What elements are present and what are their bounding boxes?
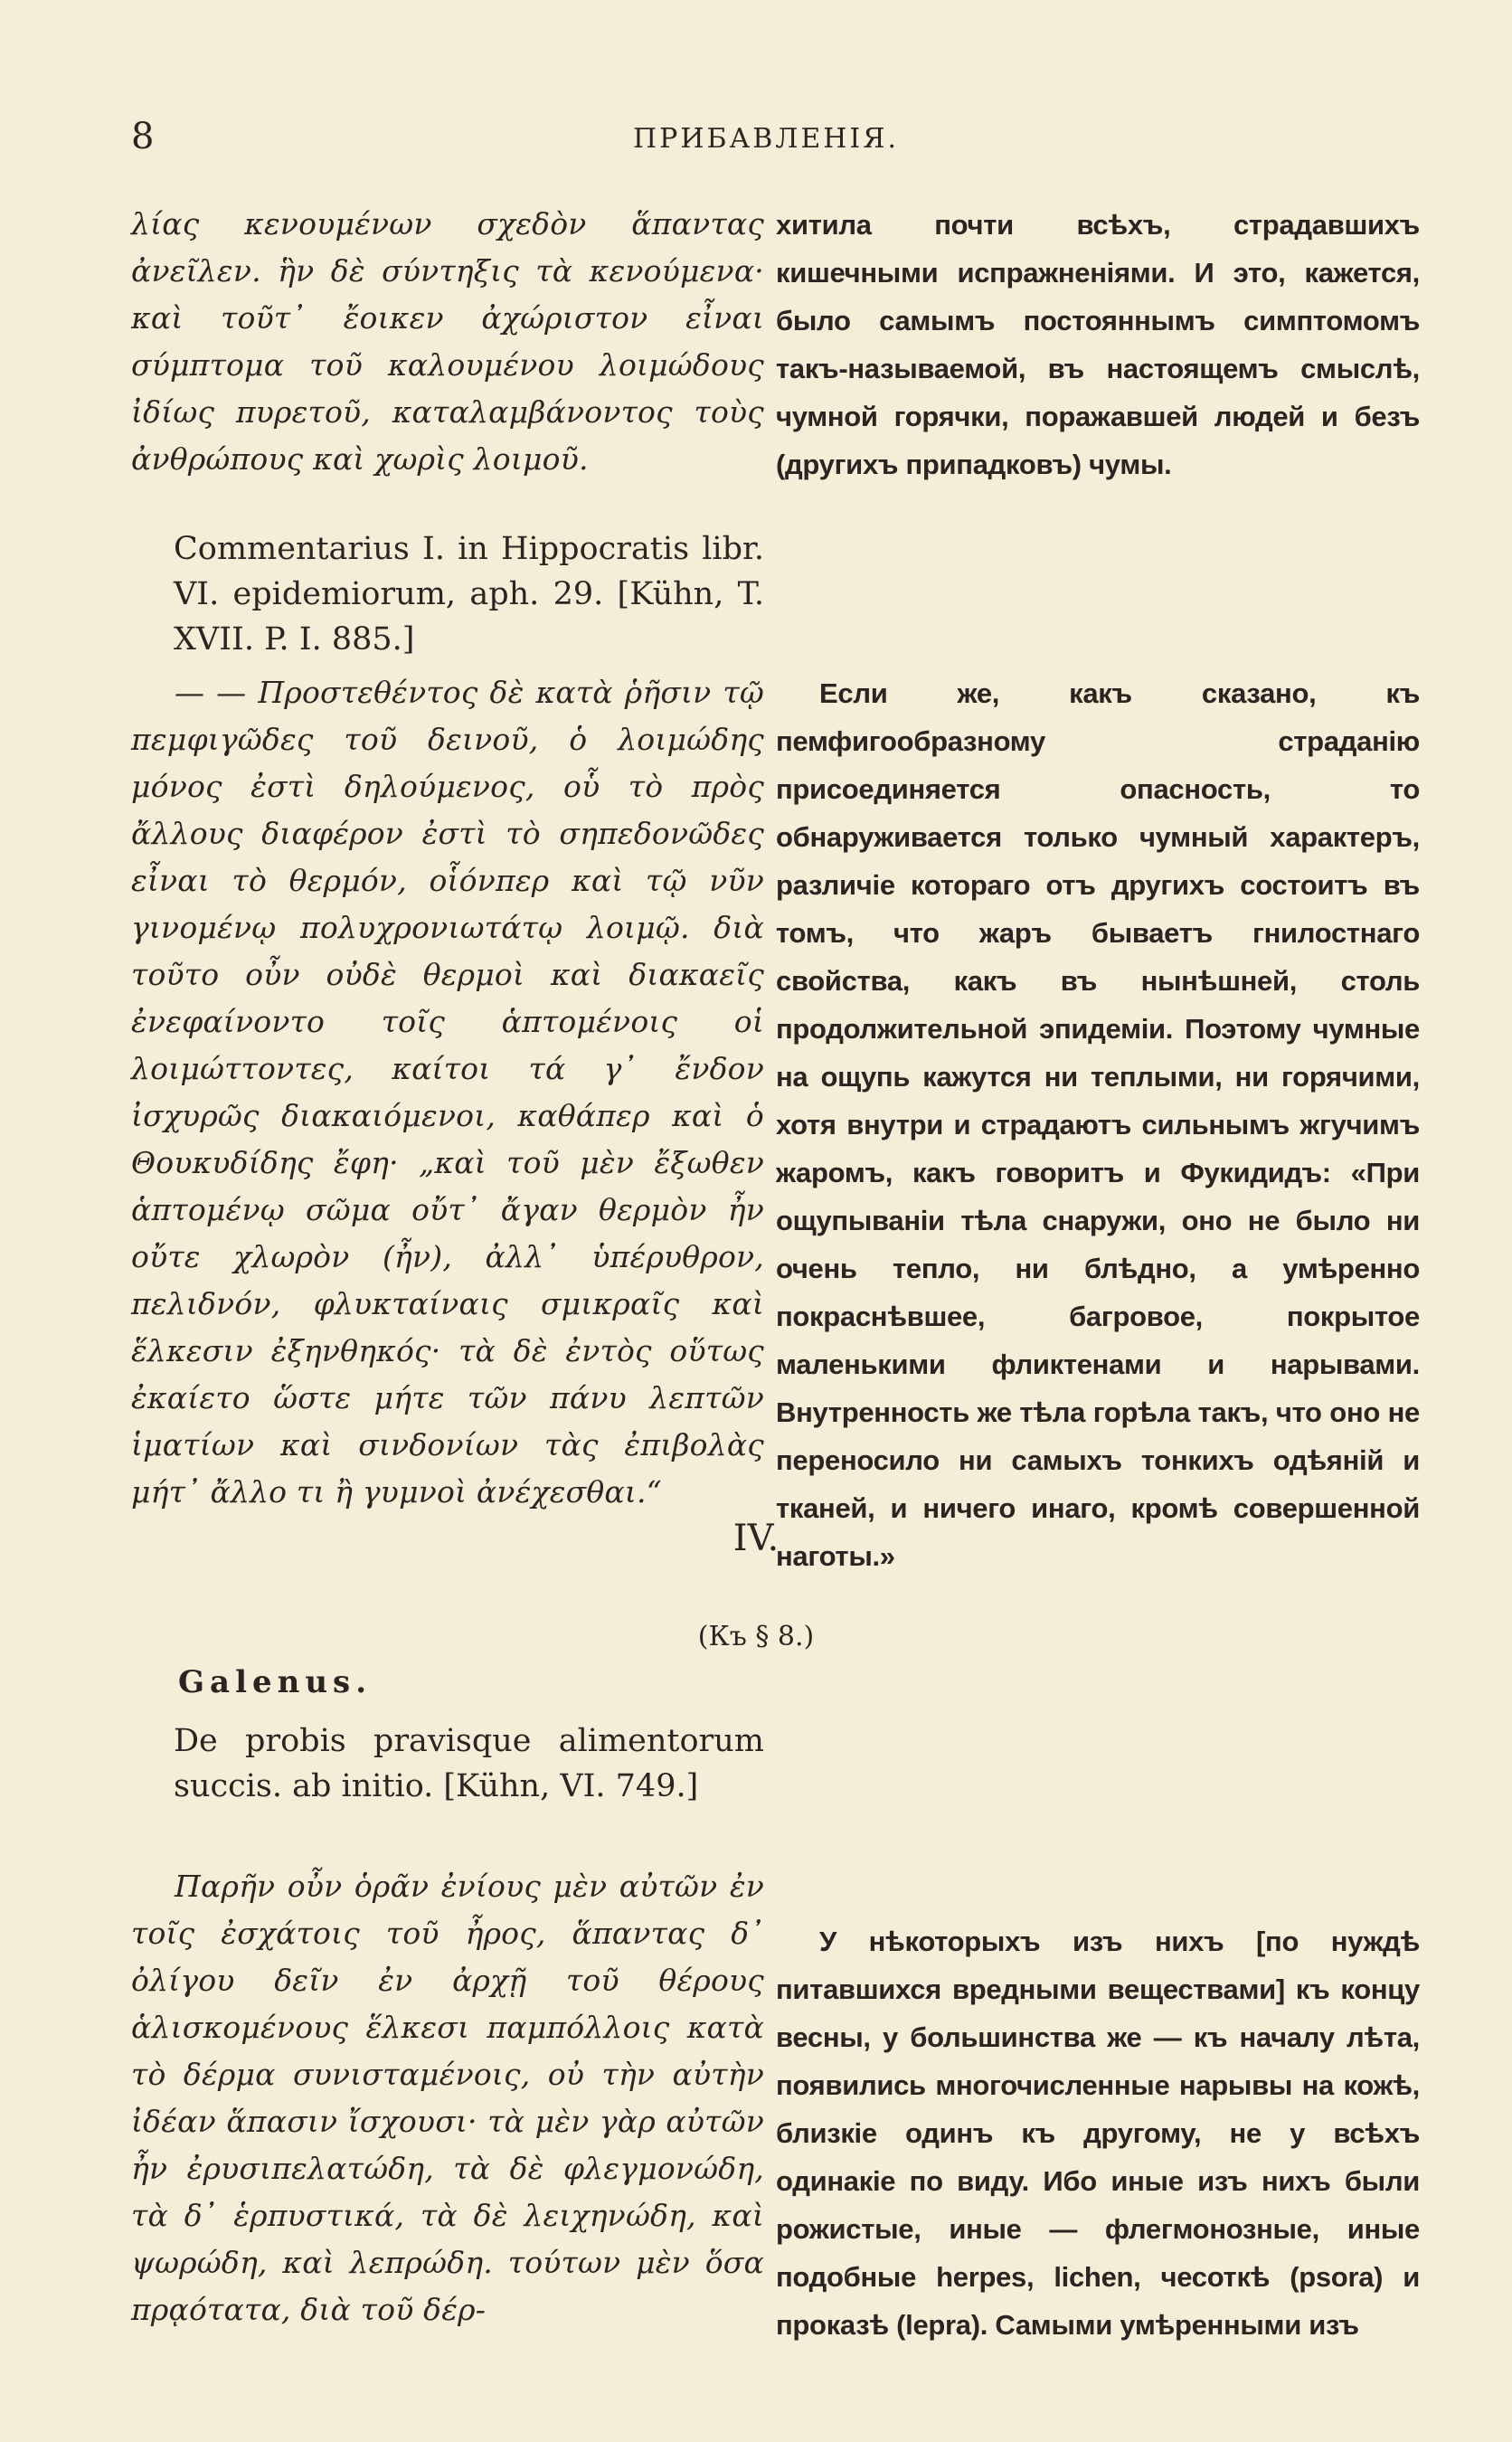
greek-text-block2: — — Προστεθέντος δὲ κατὰ ῥῆσιν τῷ πεμφιγῶδες τοῦ δεινοῦ, ὁ λοιμώδης μόνος ἐστὶ δηλούμενος, οὗ τὸ πρὸς ἄλλους διαφέρον ἐστὶ τὸ σηπεδονῶδες εἶναι τὸ θερμόν, οἷόνπερ καὶ τῷ νῦν γινομένῳ πολυχρονιωτάτῳ λοιμῷ. διὰ τοῦτο οὖν οὐδὲ θερμοὶ καὶ διακαεῖς ἐνεφαίνοντο τοῖς ἁπτομένοις οἱ λοιμώττοντες, καίτοι τά γ᾽ ἔνδον ἰσχυρῶς διακαιόμενοι, καθάπερ καὶ ὁ Θουκυδίδης ἔφη· „καὶ τοῦ μὲν ἔξωθεν ἁπτομένῳ σῶμα οὔτ᾽ ἄγαν θερμὸν ἦν οὔτε χλωρὸν (ἦν), ἀλλ᾽ ὑπέρυθρον, πελιδνόν, φλυκταίναις σμικραῖς καὶ ἕλκεσιν ἐξηνθηκός· τὰ δὲ ἐντὸς οὕτως ἐκαίετο ὥστε μήτε τῶν πάνυ λεπτῶν ἱματίων καὶ σινδονίων τὰς ἐπιβολὰς μήτ᾽ ἄλλο τι ἢ γυμνοὶ ἀνέχεσθαι.“ xyxy=(131,675,764,1510)
greek-column-block3 xyxy=(131,1863,764,2333)
running-head: ПРИБАВЛЕНІЯ. xyxy=(633,123,900,155)
greek-column-block1 xyxy=(131,201,764,483)
greek-text-block1: λίας κενουμένων σχεδὸν ἅπαντας ἀνεῖλεν. ἣν δὲ σύντηξις τὰ κενούμενα· καὶ τοῦτ᾽ ἔοικεν ἀχώριστον εἶναι σύμπτομα τοῦ καλουμένου λοιμώδους ἰδίως πυρετοῦ, καταλαμβάνοντος τοὺς ἀνθρώπους καὶ χωρὶς λοιμοῦ. xyxy=(131,206,764,477)
russian-text-block1: хитила почти всѣхъ, страдавшихъ кишечными испражненіями. И это, кажется, было самымъ постояннымъ симптомомъ такъ-называемой, въ настоящемъ смыслѣ, чумной горячки, поражавшей людей и безъ (другихъ припадковъ) чумы. xyxy=(776,209,1420,480)
page-number: 8 xyxy=(131,116,155,157)
page-header xyxy=(0,116,1512,161)
russian-column-block3 xyxy=(776,1917,1420,2349)
russian-column-block2 xyxy=(776,669,1420,1580)
russian-text-block3: У нѣкоторыхъ изъ нихъ [по нуждѣ питавшихся вредными веществами] къ концу весны, у большинства же — къ началу лѣта, появились многочисленные нарывы на кожѣ, близкіе одинъ къ другому, не у всѣхъ одинакіе по виду. Ибо иные изъ нихъ были рожистые, иные — флегмонозные, иные подобные herpes, lichen, чесоткѣ (psora) и проказѣ (lepra). Самыми умѣренными изъ xyxy=(776,1926,1420,2341)
citation-galenus xyxy=(174,1718,764,1809)
russian-text-block2: Если же, какъ сказано, къ пемфигообразному страданію присоединяется опасность, то обнаруживается только чумный характеръ, различіе котораго отъ другихъ состоитъ въ томъ, что жаръ бываетъ гнилостнаго свойства, какъ въ нынѣшней, столь продолжительной эпидеміи. Поэтому чумные на ощупь кажутся ни теплыми, ни горячими, хотя внутри и страдаютъ сильнымъ жгучимъ жаромъ, какъ говоритъ и Фукидидъ: «При ощупываніи тѣла снаружи, оно не было ни очень тепло, ни блѣдно, а умѣренно покраснѣвшее, багровое, покрытое маленькими фликтенами и нарывами. Внутренность же тѣла горѣла такъ, что оно не переносило ни самыхъ тонкихъ одѣяній и тканей, и ничего инаго, кромѣ совершенной наготы.» xyxy=(776,677,1420,1572)
citation-hippocrates xyxy=(174,526,764,662)
section-number: IV. xyxy=(732,1518,780,1559)
citation-text-hippocrates: Commentarius I. in Hippocratis libr. VI. epidemiorum, aph. 29. [Kühn, T. XVII. P. I. 885.] xyxy=(174,531,764,658)
citation-text-galenus: De probis pravisque alimentorum succis. ab initio. [Kühn, VI. 749.] xyxy=(174,1723,764,1804)
russian-column-block1 xyxy=(776,201,1420,488)
greek-column-block2 xyxy=(131,669,764,1516)
author-name: Galenus. xyxy=(178,1664,373,1700)
section-reference: (Къ § 8.) xyxy=(697,1621,815,1652)
greek-text-block3: Παρῆν οὖν ὁρᾶν ἐνίους μὲν αὐτῶν ἐν τοῖς ἐσχάτοις τοῦ ἦρος, ἅπαντας δ᾽ ὀλίγου δεῖν ἐν ἀρχῇ τοῦ θέρους ἁλισκομένους ἕλκεσι παμπόλλοις κατὰ τὸ δέρμα συνισταμένοις, οὐ τὴν αὐτὴν ἰδέαν ἅπασιν ἴσχουσι· τὰ μὲν γὰρ αὐτῶν ἦν ἐρυσιπελατώδη, τὰ δὲ φλεγμονώδη, τὰ δ᾽ ἑρπυστικά, τὰ δὲ λειχηνώδη, καὶ ψωρώδη, καὶ λεπρώδη. τούτων μὲν ὅσα πρᾳότατα, διὰ τοῦ δέρ- xyxy=(131,1869,764,2327)
